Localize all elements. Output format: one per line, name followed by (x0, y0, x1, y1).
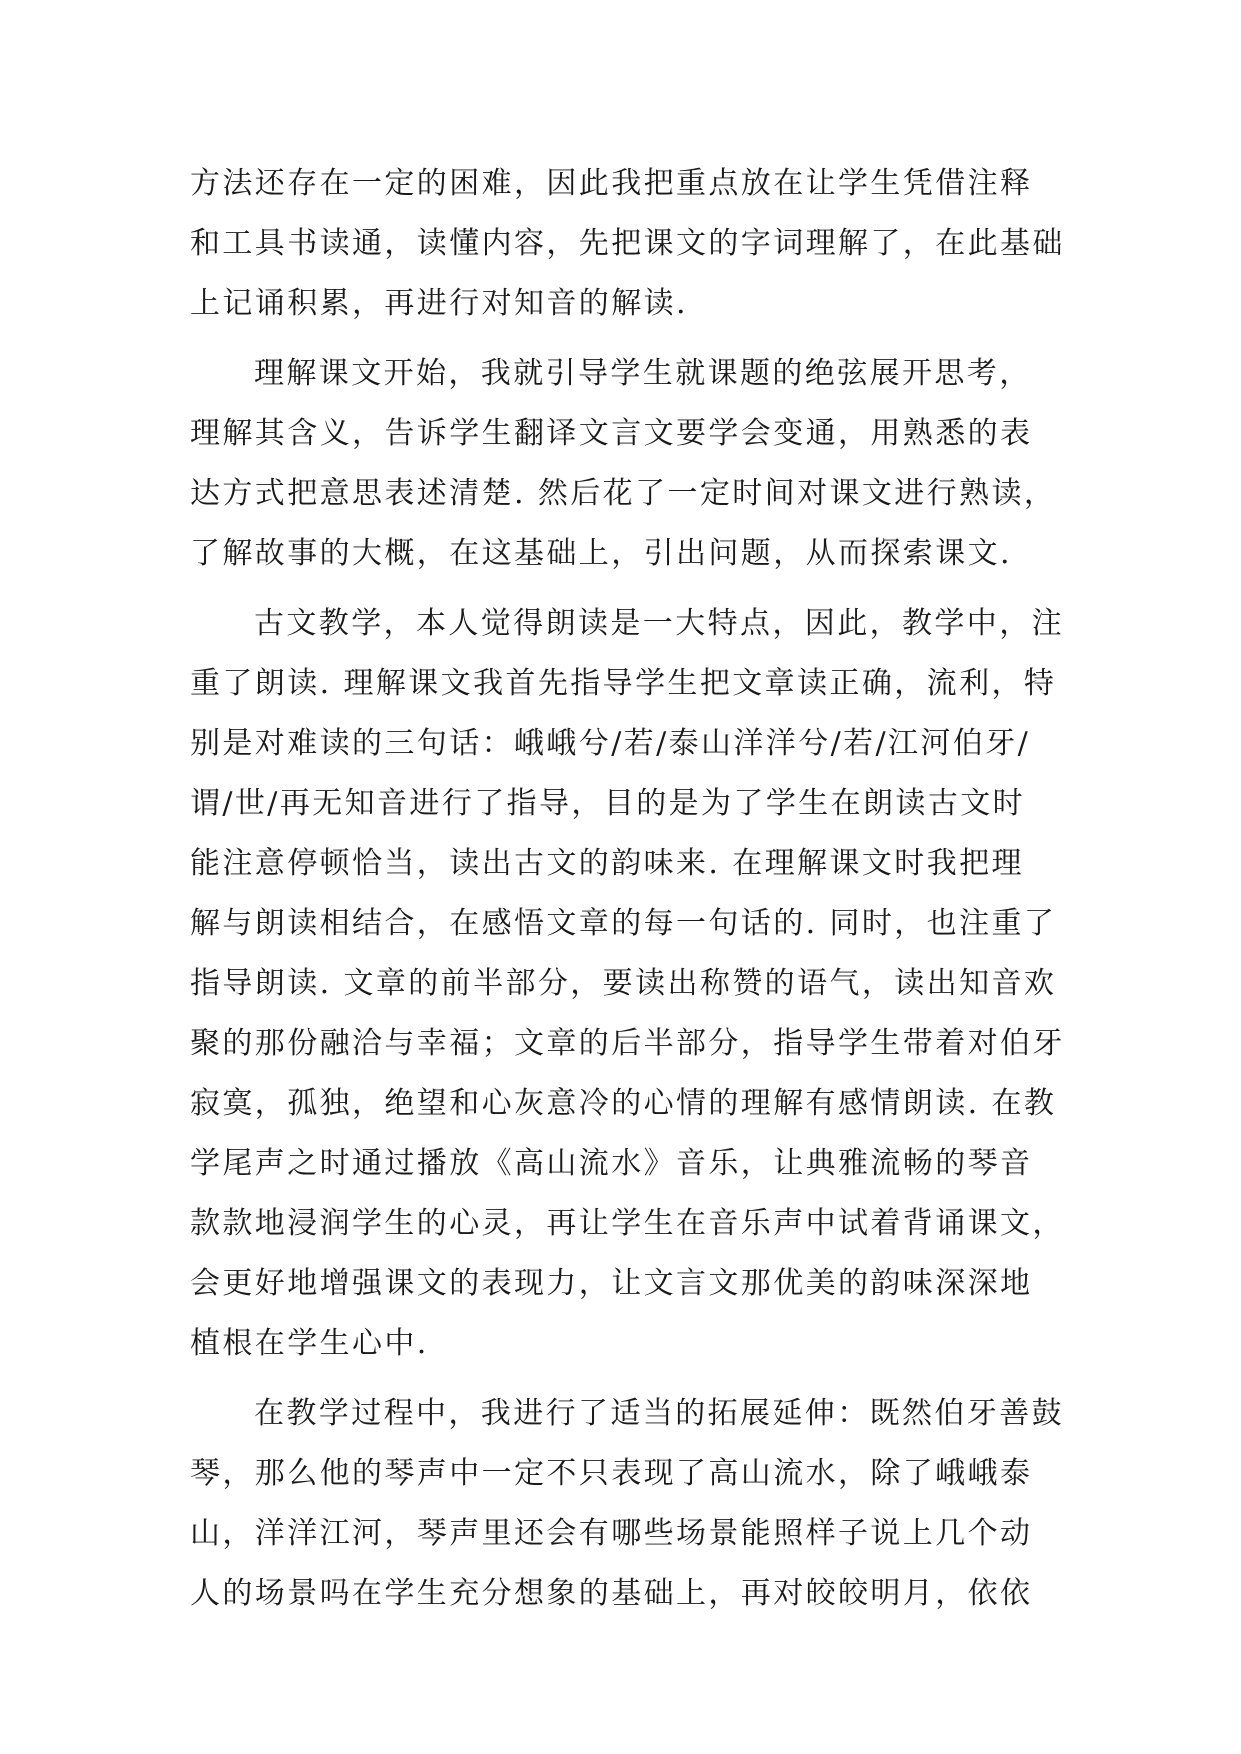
text-line: 理解课文开始，我就引导学生就课题的绝弦展开思考， (254, 356, 1032, 391)
text-line: 解与朗读相结合，在感悟文章的每一句话的. 同时，也注重了 (190, 906, 1057, 941)
text-line: 能注意停顿恰当，读出古文的韵味来. 在理解课文时我把理 (190, 846, 1024, 881)
text-line: 款款地浸润学生的心灵，再让学生在音乐声中试着背诵课文， (190, 1206, 1065, 1241)
document-body (190, 154, 1065, 1624)
text-line: 达方式把意思表述清楚. 然后花了一定时间对课文进行熟读， (190, 476, 1057, 511)
text-line: 谓/世/再无知音进行了指导，目的是为了学生在朗读古文时 (190, 786, 1026, 821)
text-line: 重了朗读. 理解课文我首先指导学生把文章读正确，流利，特 (190, 666, 1057, 701)
text-line: 会更好地增强课文的表现力，让文言文那优美的韵味深深地 (190, 1266, 1033, 1301)
text-line: 和工具书读通，读懂内容，先把课文的字词理解了，在此基础 (190, 226, 1065, 261)
text-line: 学尾声之时通过播放《高山流水》音乐，让典雅流畅的琴音 (190, 1146, 1033, 1181)
text-line: 植根在学生心中. (190, 1326, 429, 1361)
paragraph (190, 594, 1065, 1374)
paragraph (190, 1384, 1064, 1624)
text-line: 理解其含义，告诉学生翻译文言文要学会变通，用熟悉的表 (190, 416, 1033, 451)
text-line: 别是对难读的三句话：峨峨兮/若/泰山洋洋兮/若/江河伯牙/ (190, 726, 1031, 761)
paragraph (190, 154, 1065, 334)
text-line: 人的场景吗在学生充分想象的基础上，再对皎皎明月，依依 (190, 1576, 1033, 1611)
text-line: 上记诵积累，再进行对知音的解读. (190, 286, 688, 321)
paragraph-gap (190, 334, 1050, 344)
paragraph (190, 344, 1057, 584)
text-line: 琴，那么他的琴声中一定不只表现了高山流水，除了峨峨泰 (190, 1456, 1033, 1491)
text-line: 在教学过程中，我进行了适当的拓展延伸：既然伯牙善鼓 (254, 1396, 1064, 1431)
text-line: 指导朗读. 文章的前半部分，要读出称赞的语气，读出知音欢 (190, 966, 1057, 1001)
text-line: 寂寞，孤独，绝望和心灰意冷的心情的理解有感情朗读. 在教 (190, 1086, 1057, 1121)
text-line: 古文教学，本人觉得朗读是一大特点，因此，教学中，注 (254, 606, 1064, 641)
text-line: 山，洋洋江河，琴声里还会有哪些场景能照样子说上几个动 (190, 1516, 1033, 1551)
text-line: 聚的那份融洽与幸福；文章的后半部分，指导学生带着对伯牙 (190, 1026, 1065, 1061)
paragraph-gap (190, 584, 1050, 594)
text-line: 方法还存在一定的困难，因此我把重点放在让学生凭借注释 (190, 166, 1033, 201)
paragraph-gap (190, 1374, 1050, 1384)
text-line: 了解故事的大概，在这基础上，引出问题，从而探索课文. (190, 536, 1012, 571)
